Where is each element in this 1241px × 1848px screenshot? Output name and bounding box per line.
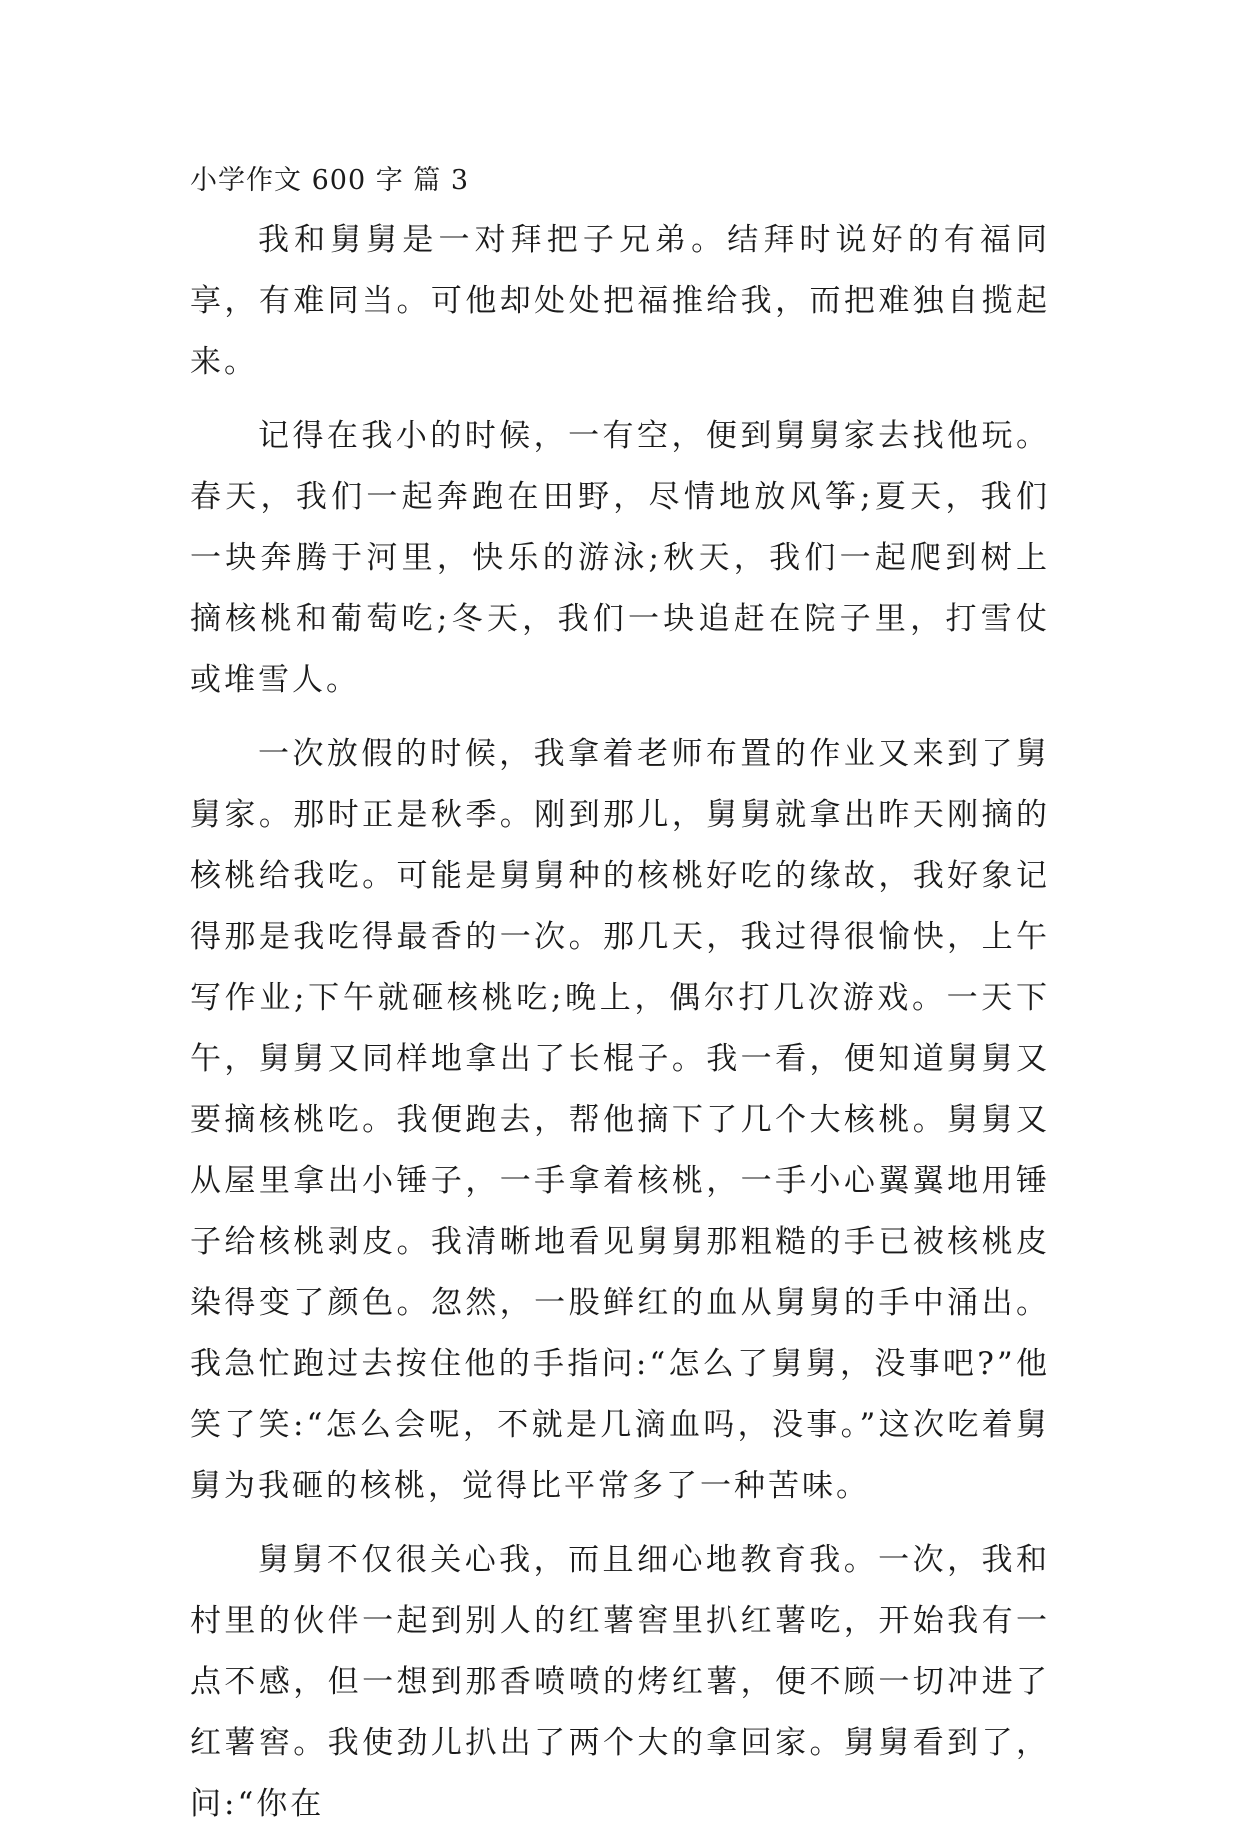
paragraph-4: 舅舅不仅很关心我，而且细心地教育我。一次，我和村里的伙伴一起到别人的红薯窖里扒红薯吃，开始我有一点不感，但一想到那香喷喷的烤红薯，便不顾一切冲进了红薯窖。我使劲儿扒出了两个大的拿回家。舅舅看到了，问:“你在: [190, 1542, 1050, 1822]
essay-title: 小学作文 600 字 篇 3: [190, 165, 470, 196]
paragraph-1: 我和舅舅是一对拜把子兄弟。结拜时说好的有福同享，有难同当。可他却处处把福推给我，而把难独自揽起来。: [190, 222, 1050, 380]
paragraph-3: 一次放假的时候，我拿着老师布置的作业又来到了舅舅家。那时正是秋季。刚到那儿，舅舅就拿出昨天刚摘的核桃给我吃。可能是舅舅种的核桃好吃的缘故，我好象记得那是我吃得最香的一次。那几天，我过得很愉快，上午写作业;下午就砸核桃吃;晚上，偶尔打几次游戏。一天下午，舅舅又同样地拿出了长棍子。我一看，便知道舅舅又要摘核桃吃。我便跑去，帮他摘下了几个大核桃。舅舅又从屋里拿出小锤子，一手拿着核桃，一手小心翼翼地用锤子给核桃剥皮。我清晰地看见舅舅那粗糙的手已被核桃皮染得变了颜色。忽然，一股鲜红的血从舅舅的手中涌出。我急忙跑过去按住他的手指问:“怎么了舅舅，没事吧?”他笑了笑:“怎么会呢，不就是几滴血吗，没事。”这次吃着舅舅为我砸的核桃，觉得比平常多了一种苦味。: [190, 736, 1050, 1504]
paragraph-2: 记得在我小的时候，一有空，便到舅舅家去找他玩。春天，我们一起奔跑在田野，尽情地放风筝;夏天，我们一块奔腾于河里，快乐的游泳;秋天，我们一起爬到树上摘核桃和葡萄吃;冬天，我们一块追赶在院子里，打雪仗或堆雪人。: [190, 418, 1050, 698]
essay-body: [190, 210, 1050, 1848]
